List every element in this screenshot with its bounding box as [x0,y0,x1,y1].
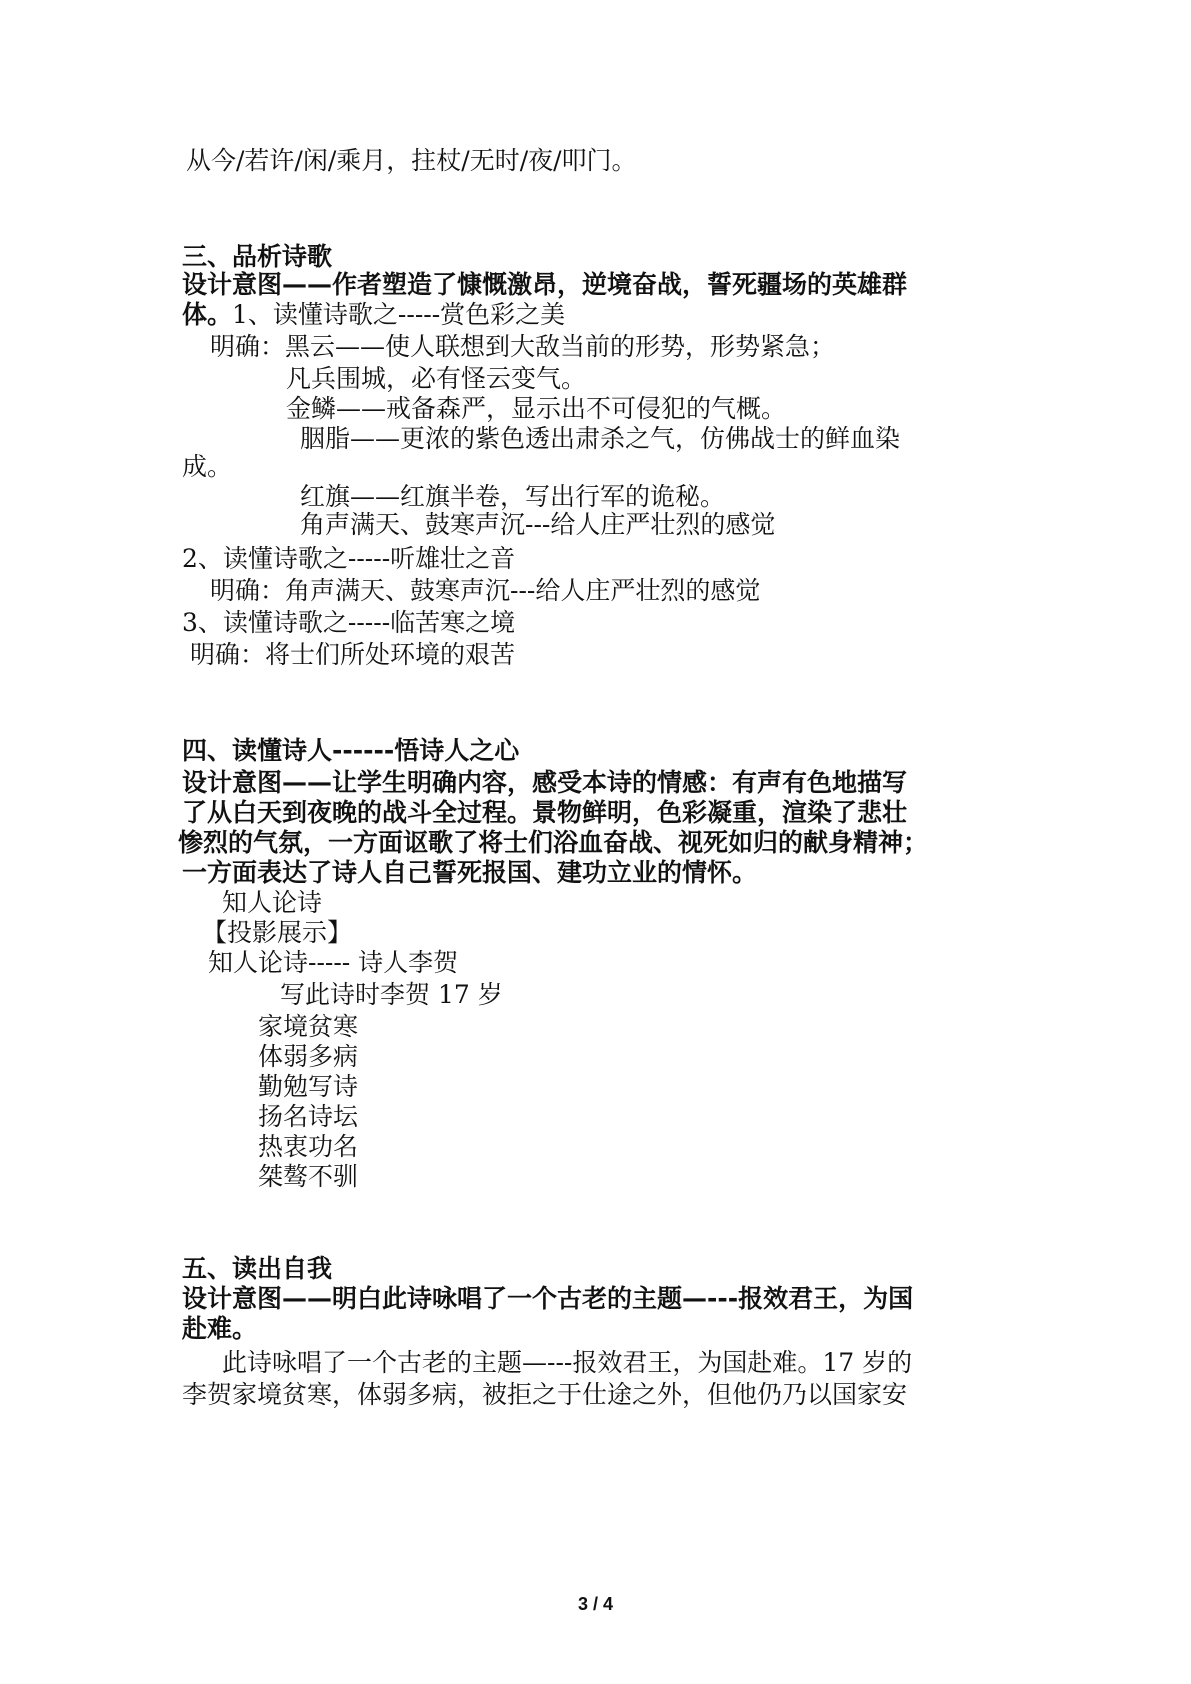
section-4-intent-4: 一方面表达了诗人自己誓死报国、建功立业的情怀。 [182,858,758,887]
section-3-intent-tail: 体。 [182,300,233,329]
section-5-para-line2: 李贺家境贫寒，体弱多病，被拒之于仕途之外，但他仍乃以国家安 [182,1380,908,1409]
section-4-intent-2: 了从白天到夜晚的战斗全过程。景物鲜明，色彩凝重，渲染了悲壮 [182,798,908,827]
item3-clarify: 明确：将士们所处环境的艰苦 [190,640,516,669]
trait-item: 家境贫寒 [258,1012,359,1041]
item2-clarify: 明确：角声满天、鼓寒声沉---给人庄严壮烈的感觉 [210,576,761,605]
trait-item: 扬名诗坛 [258,1102,359,1131]
section-3-intent-line1: 设计意图——作者塑造了慷慨激昂，逆境奋战，誓死疆场的英雄群 [182,270,908,299]
section-4-intent-3: 惨烈的气氛，一方面讴歌了将士们浴血奋战、视死如归的献身精神； [178,828,929,857]
section-3-item3: 3、读懂诗歌之-----临苦寒之境 [182,608,516,637]
poet-age: 写此诗时李贺 17 岁 [280,980,503,1009]
item1-clarify-2: 凡兵围城，必有怪云变气。 [286,364,587,393]
section-5-heading: 五、读出自我 [182,1254,333,1283]
item1-clarify-4b: 成。 [182,452,233,481]
section-4-intent-1: 设计意图——让学生明确内容，感受本诗的情感：有声有色地描写 [182,768,908,797]
item1-clarify-3: 金鳞——戒备森严，显示出不可侵犯的气概。 [286,394,787,423]
trait-item: 勤勉写诗 [258,1072,359,1101]
trait-item: 桀骜不驯 [258,1162,359,1191]
section-5-intent-1: 设计意图——明白此诗咏唱了一个古老的主题—---报效君王，为国 [182,1284,914,1313]
section-3-item2: 2、读懂诗歌之-----听雄壮之音 [182,544,516,573]
poem-line: 从今/若许/闲/乘月，拄杖/无时/夜/叩门。 [186,146,637,175]
section-5-intent-2: 赴难。 [182,1314,258,1343]
item1-clarify-5: 红旗——红旗半卷，写出行军的诡秘。 [300,482,726,511]
section-3-heading: 三、品析诗歌 [182,242,333,271]
poet-intro: 知人论诗----- 诗人李贺 [208,948,459,977]
section-3-intent-line2 [182,300,1042,330]
item1-clarify-4: 胭脂——更浓的紫色透出肃杀之气，仿佛战士的鲜血染 [300,424,901,453]
page-number: 3 / 4 [577,1594,614,1614]
section-3-item1: 1、读懂诗歌之-----赏色彩之美 [232,300,566,329]
item1-clarify-1: 明确：黑云——使人联想到大敌当前的形势，形势紧急； [210,332,836,361]
know-poet-label: 知人论诗 [222,888,323,917]
trait-item: 热衷功名 [258,1132,359,1161]
item1-clarify-6: 角声满天、鼓寒声沉---给人庄严壮烈的感觉 [300,510,776,539]
trait-item: 体弱多病 [258,1042,359,1071]
projection-label: 【投影展示】 [202,918,353,947]
section-4-heading: 四、读懂诗人------悟诗人之心 [182,736,520,765]
section-5-para-line1: 此诗咏唱了一个古老的主题—---报效君王，为国赴难。17 岁的 [222,1348,913,1377]
